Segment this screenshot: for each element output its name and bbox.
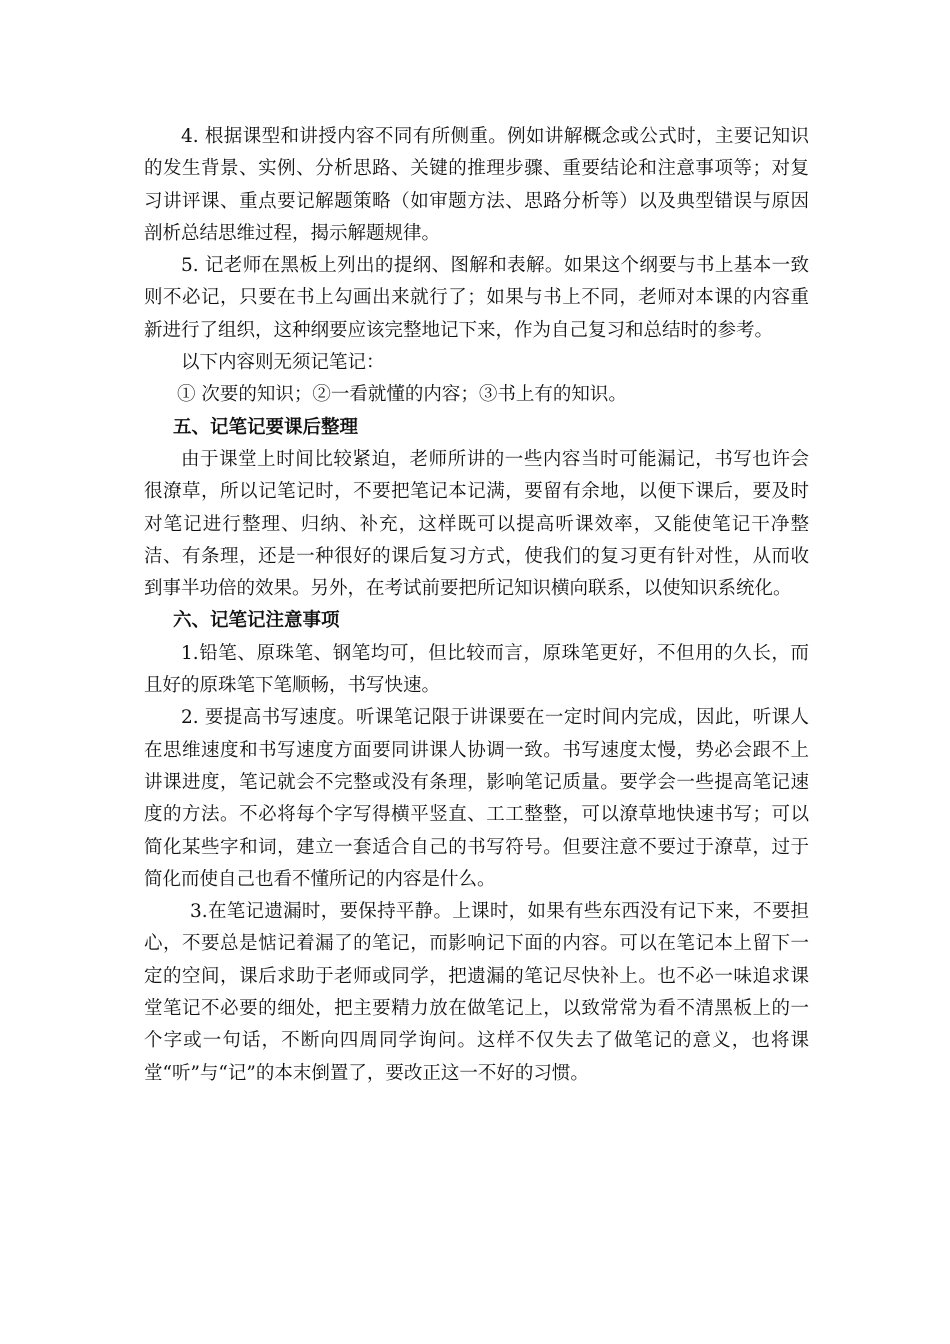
section6-item-3: 3.在笔记遗漏时，要保持平静。上课时，如果有些东西没有记下来，不要担心，不要总是惦记着漏了的笔记，而影响记下面的内容。可以在笔记本上留下一定的空间，课后求助于老师或同学，把遗漏的笔记尽快补上。也不必一味追求课堂笔记不必要的细处，把主要精力放在做笔记上，以致常常为看不清黑板上的一个字或一句话，不断向四周同学询问。这样不仅失去了做笔记的意义，也将课堂“听”与“记”的本末倒置了，要改正这一不好的习惯。	[144, 901, 809, 1084]
section-heading-5: 五、记笔记要课后整理	[173, 416, 359, 438]
section5-body: 由于课堂上时间比较紧迫，老师所讲的一些内容当时可能漏记，书写也许会很潦草，所以记笔记时，不要把笔记本记满，要留有余地，以便下课后，要及时对笔记进行整理、归纳、补充，这样既可以提高听课效率，又能使笔记干净整洁、有条理，还是一种很好的课后复习方式，使我们的复习更有针对性，从而收到事半功倍的效果。另外，在考试前要把所记知识横向联系，以使知识系统化。	[144, 448, 809, 600]
no-need-intro: 以下内容则无须记笔记：	[181, 352, 385, 374]
paragraph-item-4: 4. 根据课型和讲授内容不同有所侧重。例如讲解概念或公式时，主要记知识的发生背景、实例、分析思路、关键的推理步骤、重要结论和注意事项等；对复习讲评课、重点要记解题策略（如审题方法、思路分析等）以及典型错误与原因剖析总结思维过程，揭示解题规律。	[144, 126, 809, 244]
section6-item-2: 2. 要提高书写速度。听课笔记限于讲课要在一定时间内完成，因此，听课人在思维速度和书写速度方面要同讲课人协调一致。书写速度太慢，势必会跟不上讲课进度，笔记就会不完整或没有条理，影响笔记质量。要学会一些提高笔记速度的方法。不必将每个字写得横平竖直、工工整整，可以潦草地快速书写；可以简化某些字和词，建立一套适合自己的书写符号。但要注意不要过于潦草，过于简化而使自己也看不懂所记的内容是什么。	[144, 707, 809, 890]
section6-item-1: 1.铅笔、原珠笔、钢笔均可，但比较而言，原珠笔更好，不但用的久长，而且好的原珠笔下笔顺畅，书写快速。	[144, 642, 809, 697]
paragraph-item-5: 5. 记老师在黑板上列出的提纲、图解和表解。如果这个纲要与书上基本一致则不必记，只要在书上勾画出来就行了；如果与书上不同，老师对本课的内容重新进行了组织，这种纲要应该完整地记下来，作为自己复习和总结时的参考。	[144, 255, 809, 341]
document-body	[144, 121, 809, 1090]
section-heading-6: 六、记笔记注意事项	[173, 610, 340, 632]
no-need-list: ① 次要的知识；②一看就懂的内容；③书上有的知识。	[177, 384, 627, 406]
